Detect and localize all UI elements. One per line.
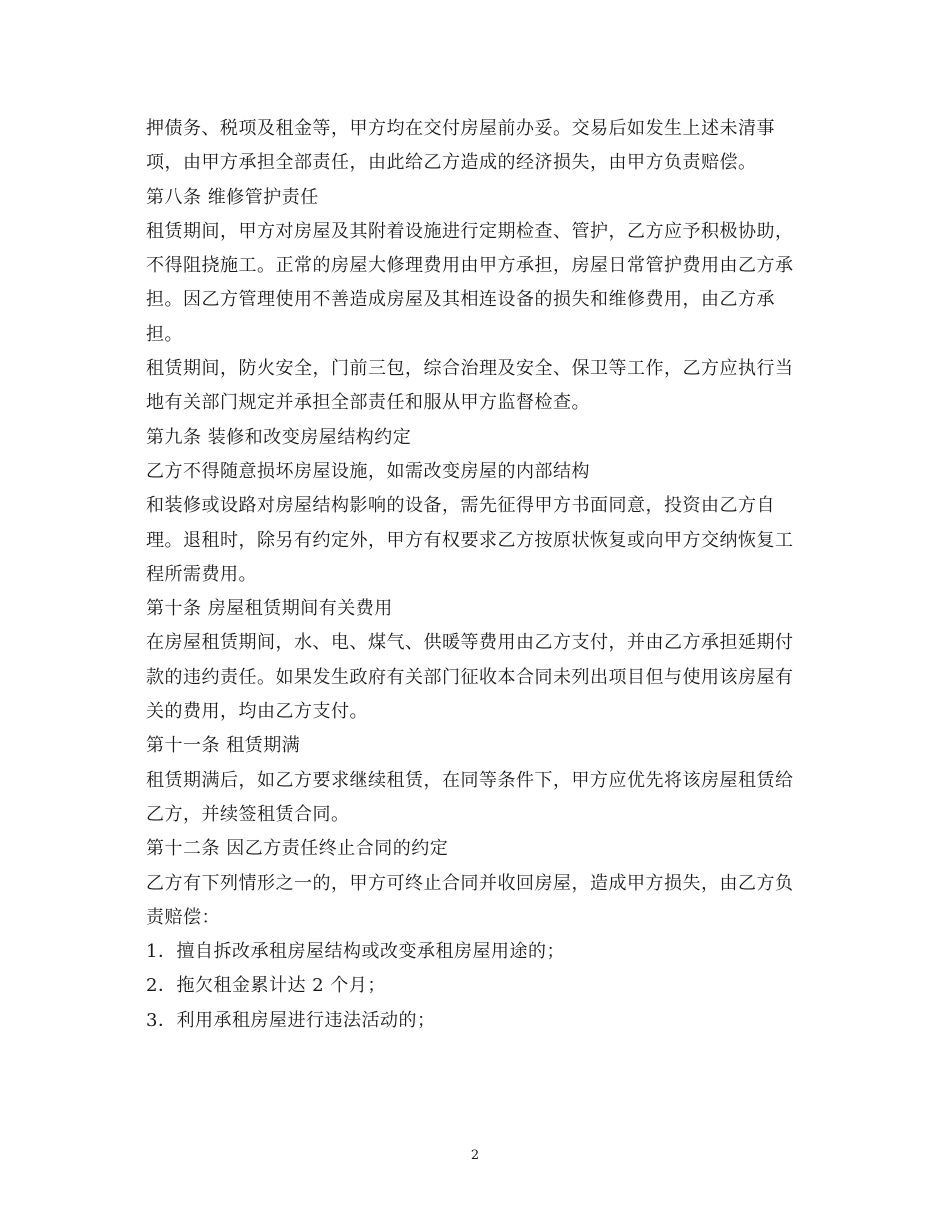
text-line: 程所需费用。 [146, 563, 257, 585]
list-item: 3．利用承租房屋进行违法活动的； [146, 1009, 436, 1031]
text-line: 款的违约责任。如果发生政府有关部门征收本合同未列出项目但与使用该房屋有 [146, 666, 794, 688]
text-line: 在房屋租赁期间，水、电、煤气、供暖等费用由乙方支付，并由乙方承担延期付 [146, 632, 794, 654]
text-line: 担。 [146, 323, 183, 345]
text-line: 乙方有下列情形之一的，甲方可终止合同并收回房屋，造成甲方损失，由乙方负 [146, 872, 794, 894]
text-line: 责赔偿： [146, 906, 220, 928]
text-line: 和装修或设路对房屋结构影响的设备，需先征得甲方书面同意，投资由乙方自 [146, 495, 775, 517]
text-line: 地有关部门规定并承担全部责任和服从甲方监督检查。 [146, 392, 590, 414]
text-line: 租赁期间，防火安全，门前三包，综合治理及安全、保卫等工作，乙方应执行当 [146, 358, 794, 380]
text-line: 理。退租时，除另有约定外，甲方有权要求乙方按原状恢复或向甲方交纳恢复工 [146, 529, 794, 551]
text-line: 押债务、税项及租金等，甲方均在交付房屋前办妥。交易后如发生上述未清事 [146, 118, 775, 139]
section-heading: 第九条 装修和改变房屋结构约定 [146, 426, 412, 448]
document-body [146, 112, 826, 1038]
text-line: 担。因乙方管理使用不善造成房屋及其相连设备的损失和维修费用，由乙方承 [146, 289, 775, 311]
text-line: 乙方，并续签租赁合同。 [146, 803, 350, 825]
text-line: 租赁期满后，如乙方要求继续租赁，在同等条件下，甲方应优先将该房屋租赁给 [146, 769, 794, 791]
text-line: 关的费用，均由乙方支付。 [146, 701, 368, 723]
text-line: 不得阻挠施工。正常的房屋大修理费用由甲方承担，房屋日常管护费用由乙方承 [146, 255, 794, 277]
list-item: 2．拖欠租金累计达 2 个月； [146, 975, 386, 997]
text-line: 项，由甲方承担全部责任，由此给乙方造成的经济损失，由甲方负责赔偿。 [146, 152, 757, 174]
text-line: 乙方不得随意损坏房屋设施，如需改变房屋的内部结构 [146, 460, 590, 482]
section-heading: 第十一条 租赁期满 [146, 735, 301, 757]
section-heading: 第十条 房屋租赁期间有关费用 [146, 598, 393, 620]
section-heading: 第八条 维修管护责任 [146, 186, 319, 208]
text-line: 租赁期间，甲方对房屋及其附着设施进行定期检查、管护，乙方应予积极协助， [146, 220, 794, 242]
list-item: 1．擅自拆改承租房屋结构或改变承租房屋用途的； [146, 941, 565, 963]
page-number: 2 [470, 1148, 480, 1163]
section-heading: 第十二条 因乙方责任终止合同的约定 [146, 838, 449, 860]
